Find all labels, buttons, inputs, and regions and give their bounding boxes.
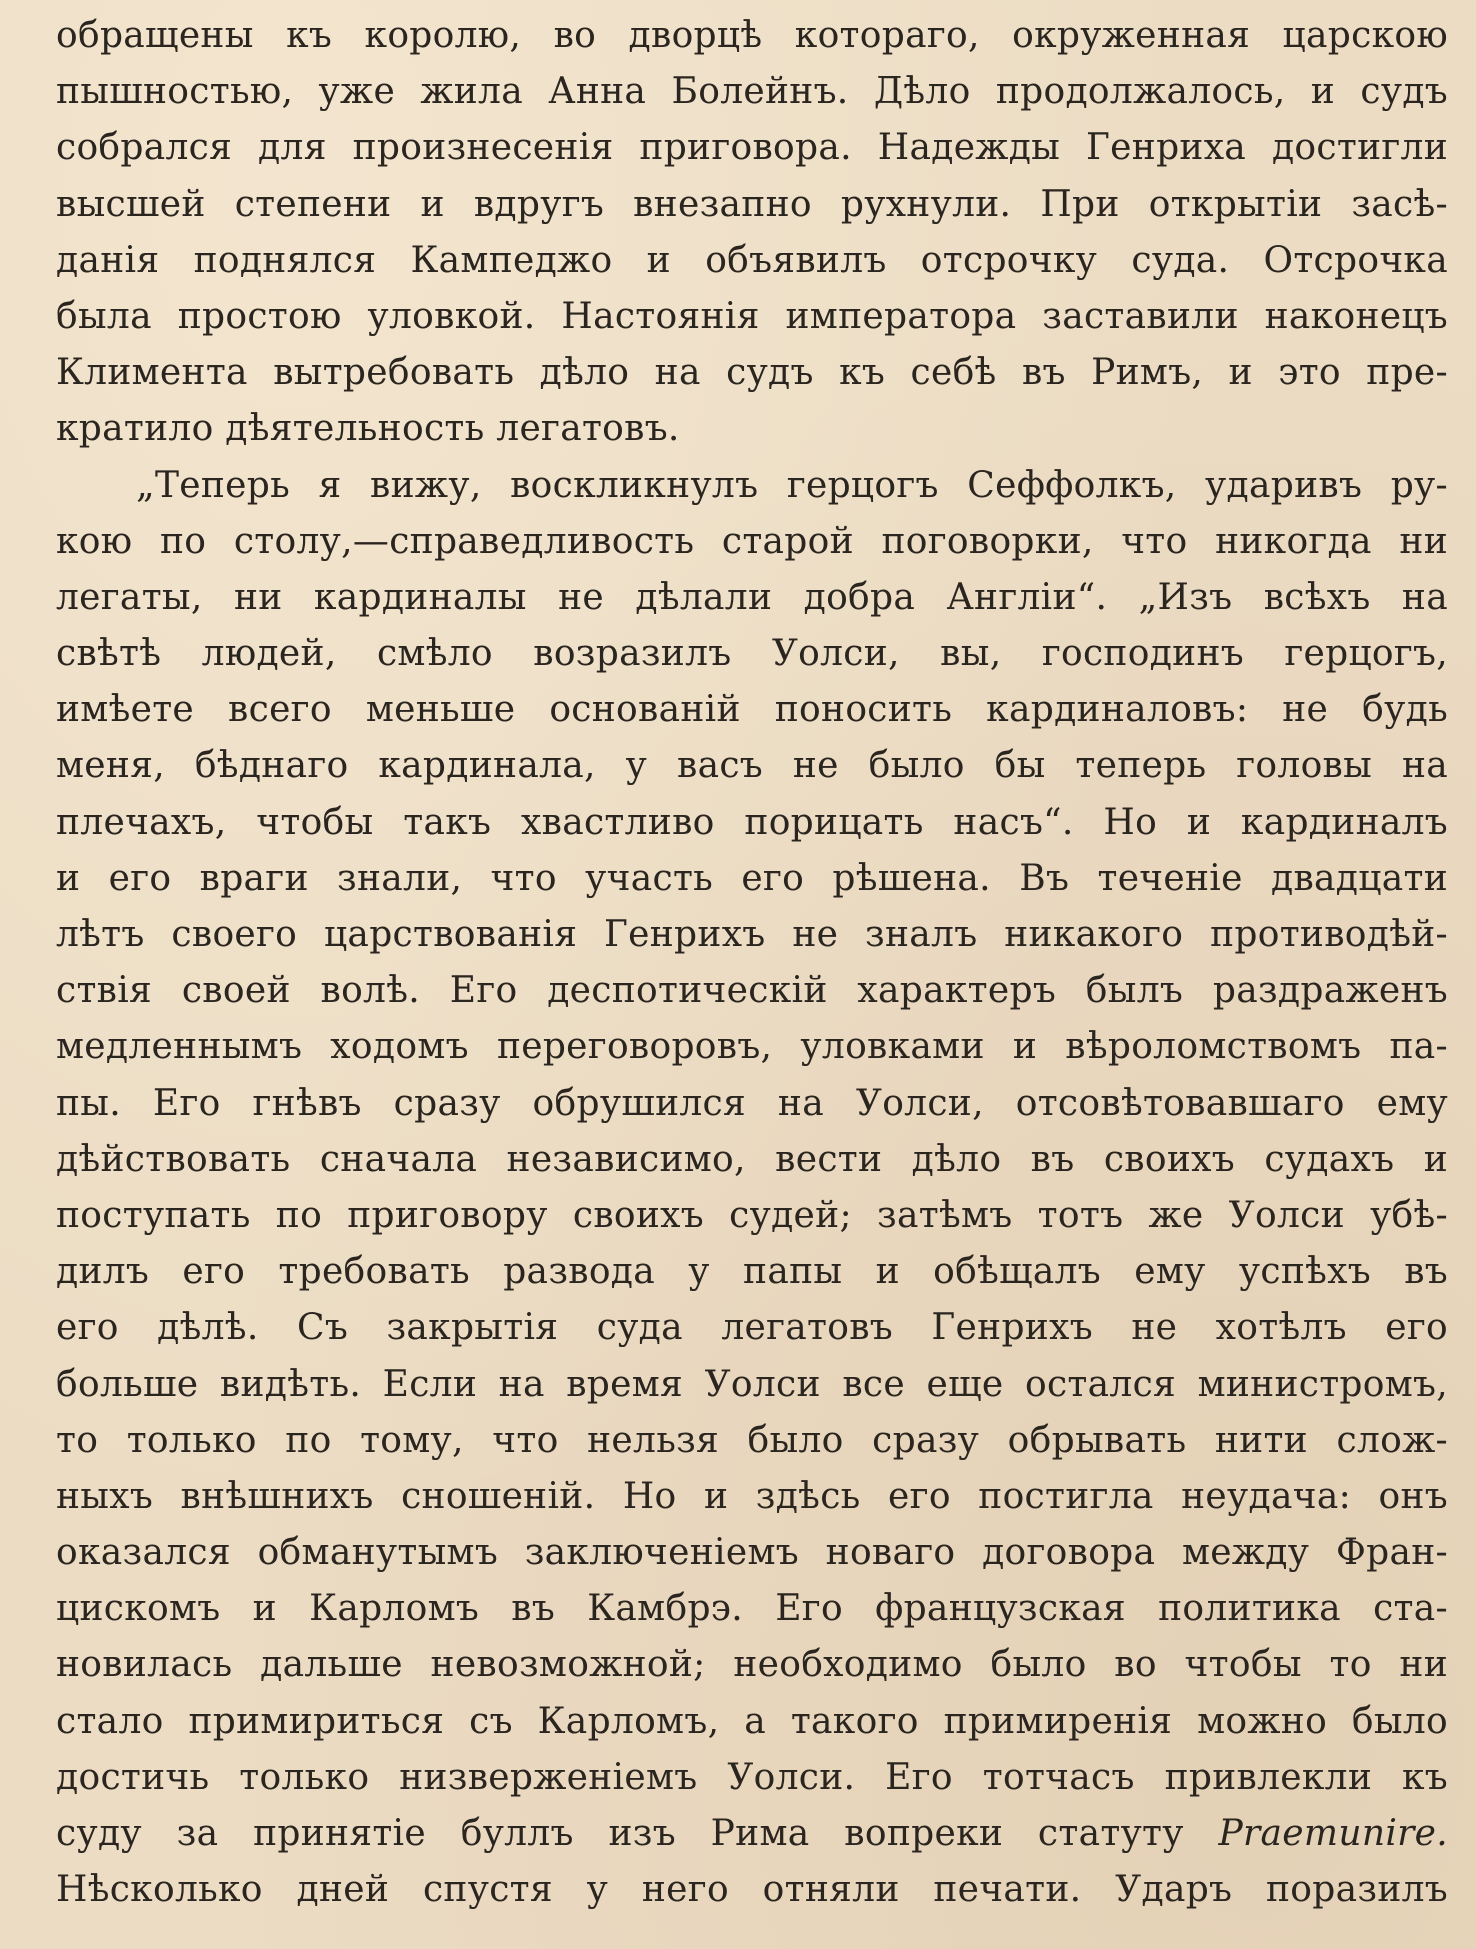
text-line-33 — [56, 1806, 1448, 1862]
text-line-28: оказался обманутымъ заключеніемъ новаго договора между Фран- — [56, 1532, 1448, 1574]
text-line-7: Климента вытребовать дѣло на судъ къ себѣ въ Римъ, и это пре- — [56, 352, 1448, 394]
text-line-11: легаты, ни кардиналы не дѣлали добра Англіи“. „Изъ всѣхъ на — [56, 576, 1448, 618]
text-line-27: ныхъ внѣшнихъ сношеній. Но и здѣсь его постигла неудача: онъ — [56, 1475, 1448, 1517]
text-line-1: обращены къ королю, во дворцѣ котораго, окруженная царскою — [56, 15, 1448, 56]
text-line-32: достичь только низверженіемъ Уолси. Его тотчасъ привлекли къ — [56, 1756, 1448, 1798]
text-line-30: новилась дальше невозможной; необходимо было во чтобы то ни — [56, 1644, 1448, 1686]
page-text — [56, 8, 1448, 1918]
text-line-9: „Теперь я вижу, воскликнулъ герцогъ Сеффолкъ, ударивъ ру- — [136, 464, 1448, 506]
text-line-10: кою по столу,—справедливость старой поговорки, что никогда ни — [56, 520, 1448, 562]
text-line-8: кратило дѣятельность легатовъ. — [56, 408, 680, 450]
text-line-17: лѣтъ своего царствованія Генрихъ не зналъ никакого противодѣй- — [56, 914, 1448, 955]
latin-term: Praemunire. — [1218, 1813, 1448, 1854]
text-line-12: свѣтѣ людей, смѣло возразилъ Уолси, вы, господинъ герцогъ, — [56, 633, 1448, 675]
text-line-15: плечахъ, чтобы такъ хвастливо порицать насъ“. Но и кардиналъ — [56, 801, 1448, 843]
text-line-26: то только по тому, что нельзя было сразу обрывать нити слож- — [56, 1419, 1448, 1461]
text-line-14: меня, бѣднаго кардинала, у васъ не было бы теперь головы на — [56, 745, 1448, 787]
text-line-19: медленнымъ ходомъ переговоровъ, уловками и вѣроломствомъ па- — [56, 1026, 1448, 1068]
text-line-24: его дѣлѣ. Съ закрытія суда легатовъ Генрихъ не хотѣлъ его — [56, 1307, 1448, 1349]
text-line-13: имѣете всего меньше основаній поносить кардиналовъ: не будь — [56, 689, 1448, 731]
text-line-4: высшей степени и вдругъ внезапно рухнули. При открытіи засѣ- — [56, 183, 1448, 225]
text-line-22: поступать по приговору своихъ судей; затѣмъ тотъ же Уолси убѣ- — [56, 1194, 1448, 1236]
text-line-29: цискомъ и Карломъ въ Камбрэ. Его французская политика ста- — [56, 1588, 1448, 1630]
text-line-3: собрался для произнесенія приговора. Надежды Генриха достигли — [56, 127, 1448, 169]
text-line-6: была простою уловкой. Настоянія императора заставили наконецъ — [56, 295, 1448, 337]
text-line-34: Нѣсколько дней спустя у него отняли печати. Ударъ поразилъ — [56, 1869, 1448, 1911]
text-line-18: ствія своей волѣ. Его деспотическій характеръ былъ раздраженъ — [56, 970, 1448, 1012]
text-line-2: пышностью, уже жила Анна Болейнъ. Дѣло продолжалось, и судъ — [56, 71, 1448, 113]
text-line-25: больше видѣть. Если на время Уолси все еще остался министромъ, — [56, 1363, 1448, 1405]
text-line-5: данія поднялся Кампеджо и объявилъ отсрочку суда. Отсрочка — [56, 239, 1448, 281]
text-line-20: пы. Его гнѣвъ сразу обрушился на Уолси, отсовѣтовавшаго ему — [56, 1082, 1448, 1124]
text-line-21: дѣйствовать сначала независимо, вести дѣло въ своихъ судахъ и — [56, 1138, 1448, 1180]
text-line-23: дилъ его требовать развода у папы и обѣщалъ ему успѣхъ въ — [56, 1251, 1448, 1293]
text-line-33-main: суду за принятіе буллъ изъ Рима вопреки статуту — [56, 1813, 1184, 1854]
text-line-31: стало примириться съ Карломъ, а такого примиренія можно было — [56, 1700, 1448, 1742]
text-line-16: и его враги знали, что участь его рѣшена. Въ теченіе двадцати — [56, 857, 1448, 899]
